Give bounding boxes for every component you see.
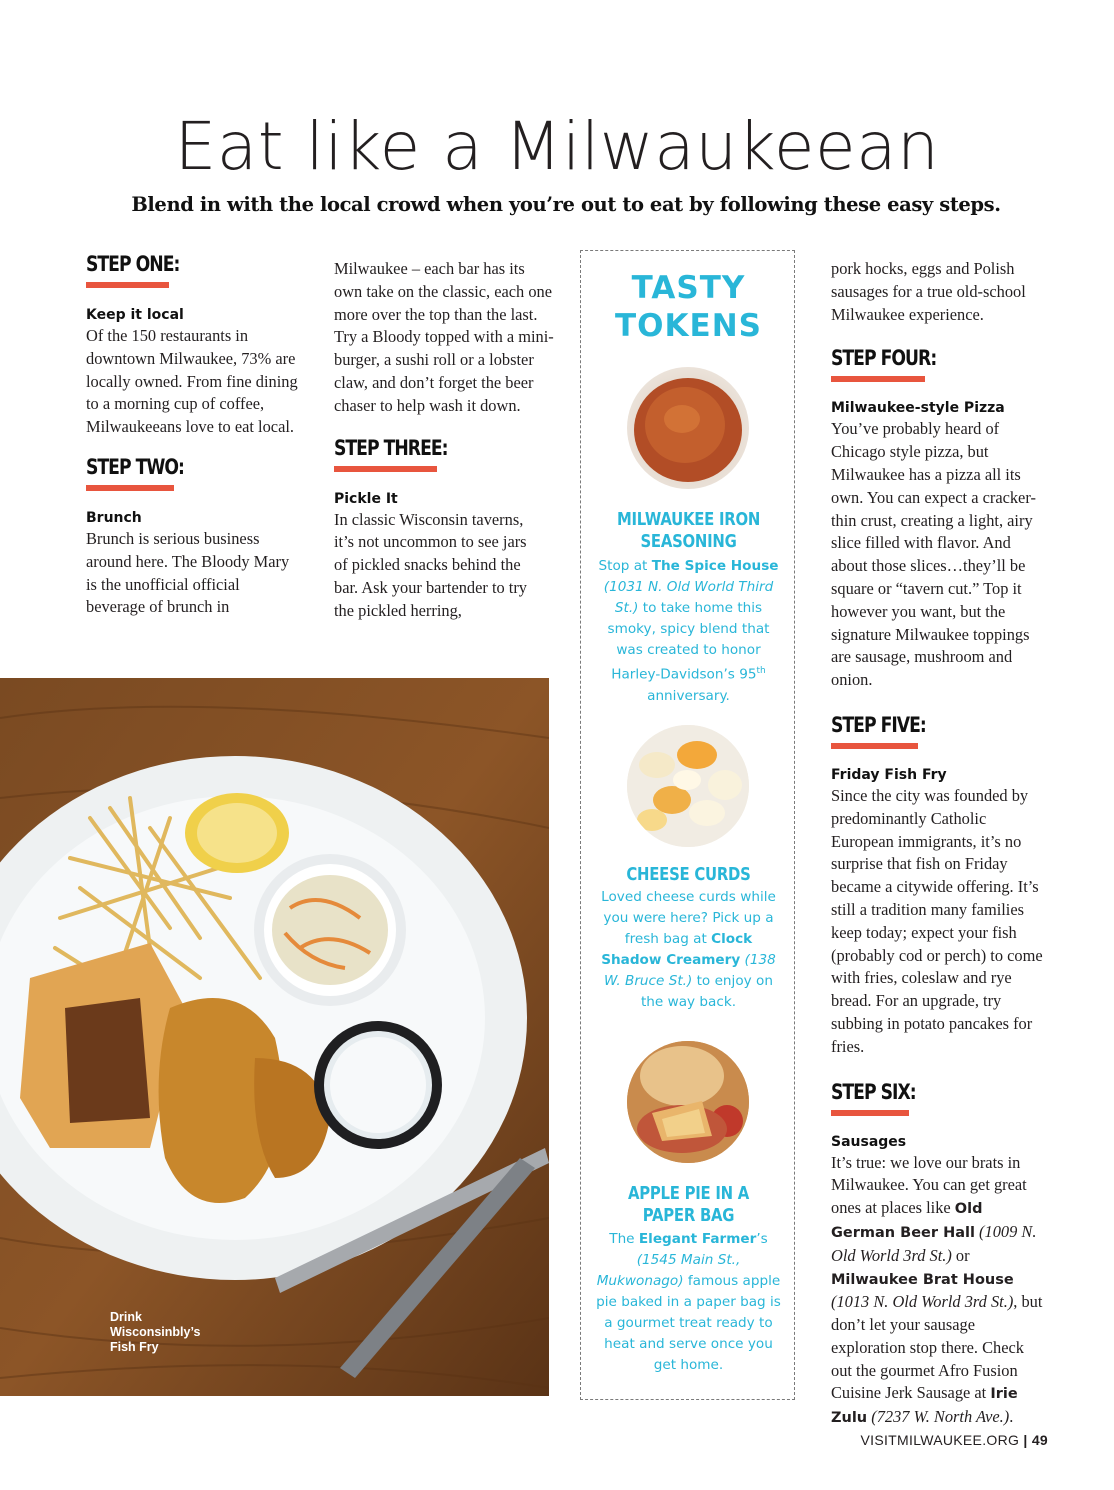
column-4	[831, 258, 1046, 1430]
page-subtitle: Blend in with the local crowd when you’re out to eat by following these easy steps.	[131, 193, 1001, 216]
step-one-heading: STEP ONE:	[86, 252, 180, 276]
apple-pie-image	[627, 1041, 749, 1163]
step-two-continued: Milwaukee – each bar has its own take on the classic, each one more over the top than the last. Try a Bloody topped with a mini-burger, a sushi roll or a lobster claw, and don’t forget the beer chaser to help wash it down.	[334, 259, 554, 415]
cheese-curds-heading: CHEESE CURDS	[626, 865, 751, 885]
cheese-curds-image	[627, 725, 749, 847]
step-six-subhead: Sausages	[831, 1133, 907, 1150]
page-footer	[861, 1432, 1048, 1448]
seasoning-image	[627, 367, 749, 489]
step-three-subhead: Pickle It	[334, 490, 398, 507]
footer-site: VISITMILWAUKEE.ORG	[860, 1432, 1020, 1448]
step-five-heading: STEP FIVE:	[831, 712, 926, 737]
old-german-beer-hall: Old German Beer Hall	[831, 1201, 983, 1241]
seasoning-heading: MILWAUKEE IRON SEASONING	[616, 510, 761, 552]
step-three-body: In classic Wisconsin taverns, it’s not uncommon to see jars of pickled snacks behind the bar. Ask your bartender to try the pickled herring,	[334, 509, 527, 620]
step-four-heading: STEP FOUR:	[831, 346, 937, 371]
page-number: 49	[1031, 1432, 1048, 1448]
step-five-subhead: Friday Fish Fry	[831, 766, 947, 783]
step-two-subhead: Brunch	[86, 509, 142, 526]
step-two-body: Brunch is serious business around here. The Bloody Mary is the unofficial official beverage of brunch in	[86, 528, 290, 617]
page-title: Eat like a Milwaukeean	[174, 108, 940, 185]
footer-separator: |	[1023, 1432, 1028, 1448]
step-six-heading: STEP SIX:	[831, 1079, 916, 1104]
seasoning-text: Stop at The Spice House (1031 N. Old World Third St.) to take home this smoky, spicy blend that was created to honor Harley-Davidson’s 95th anniversary.	[598, 558, 779, 704]
tasty-tokens-title: TASTY TOKENS	[615, 270, 762, 344]
step-one-underline	[86, 282, 169, 288]
clock-shadow-link: Clock Shadow Creamery	[601, 931, 753, 968]
spice-house-link: The Spice House	[651, 558, 779, 574]
apple-pie-icon	[627, 1041, 749, 1163]
column-2	[334, 258, 554, 623]
milwaukee-brat-house: Milwaukee Brat House	[831, 1271, 1014, 1288]
elegant-farmer-link: Elegant Farmer	[638, 1231, 757, 1247]
fish-fry-plate-image	[0, 678, 549, 1396]
cheese-curds-icon	[627, 725, 749, 847]
step-three-continued: pork hocks, eggs and Polish sausages for a true old-school Milwaukee experience.	[831, 259, 1026, 324]
step-five-underline	[831, 743, 918, 749]
apple-pie-heading: APPLE PIE IN A PAPER BAG	[627, 1184, 750, 1226]
step-three-underline	[334, 466, 437, 472]
step-four-underline	[831, 376, 925, 382]
step-one-subhead: Keep it local	[86, 307, 184, 323]
step-four-subhead: Milwaukee-style Pizza	[831, 400, 1005, 417]
step-six-body: It’s true: we love our brats in Milwaukee. You can get great ones at places like Old German Beer Hall (1009 N. Old World 3rd St.) or Milwaukee Brat House (1013 N. Old World 3rd St.), but don’t let your sausage exploration stop there. Check out the gourmet Afro Fusion Cuisine Jerk Sausage at Irie Zulu (7237 W. North Ave.).	[831, 1152, 1043, 1427]
step-three-heading: STEP THREE:	[334, 435, 448, 460]
step-four-body: You’ve probably heard of Chicago style pizza, but Milwaukee has a pizza all its own. You can expect a cracker-thin crust, creating a light, airy slice filled with flavor. And about those slices…they’ll be square or “tavern cut.” Top it however you want, but the signature Milwaukee toppings are sausage, mushroom and onion.	[831, 419, 1036, 690]
column-1	[86, 252, 298, 619]
step-two-underline	[86, 485, 174, 491]
cheese-curds-text: Loved cheese curds while you were here? Pick up a fresh bag at Clock Shadow Creamery (138 W. Bruce St.) to enjoy on the way back.	[601, 889, 776, 1010]
fish-fry-photo	[0, 678, 549, 1396]
tasty-tokens-sidebar	[580, 250, 795, 1400]
step-five-body: Since the city was founded by predominantly Catholic European immigrants, it’s no surprise that fish on Friday became a citywide offering. It’s still a tradition many families keep today; expect your fish (probably cod or perch) to come with fries, coleslaw and rye bread. For an upgrade, try subbing in potato pancakes for fries.	[831, 785, 1043, 1056]
photo-caption: Drink Wisconsinbly’s Fish Fry	[110, 1310, 201, 1354]
spice-pile-icon	[627, 367, 749, 489]
irie-zulu: Irie Zulu	[831, 1386, 1018, 1427]
apple-pie-text: The Elegant Farmer’s (1545 Main St., Mukwonago) famous apple pie baked in a paper bag is a gourmet treat ready to heat and serve once you get home.	[596, 1231, 781, 1373]
step-six-underline	[831, 1110, 909, 1116]
step-two-heading: STEP TWO:	[86, 454, 184, 479]
step-one-body: Of the 150 restaurants in downtown Milwaukee, 73% are locally owned. From fine dining to a morning cup of coffee, Milwaukeeans love to eat local.	[86, 326, 298, 437]
